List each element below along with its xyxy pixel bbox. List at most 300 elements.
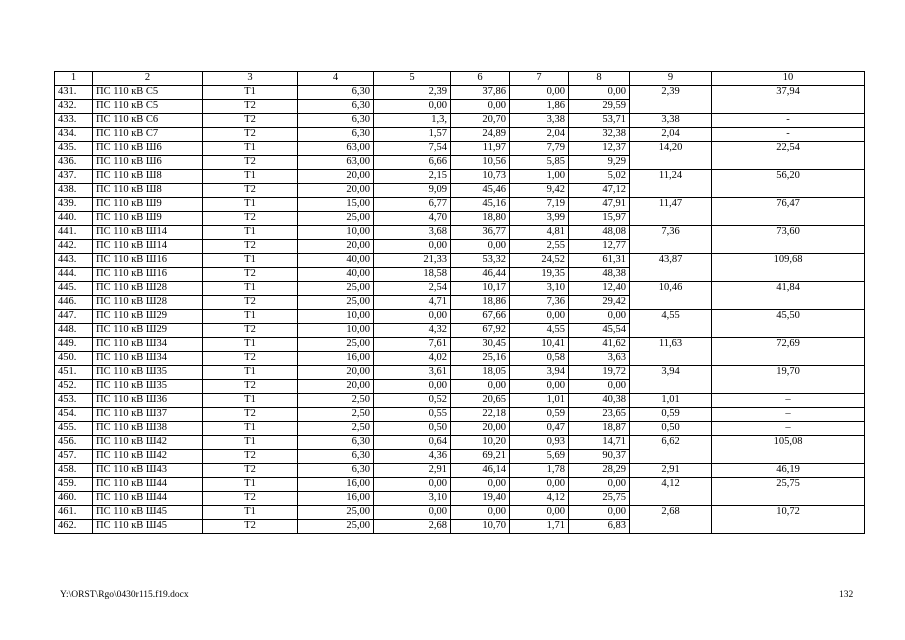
table-cell: 0,00 (569, 86, 630, 100)
table-cell: 10,73 (451, 170, 510, 184)
table-cell: 19,35 (510, 268, 569, 282)
table-cell: ПС 110 кВ Ш35 (93, 380, 203, 394)
table-cell: 20,00 (451, 422, 510, 436)
column-number-header: 6 (451, 72, 510, 86)
table-cell: 2,50 (298, 394, 374, 408)
table-row (55, 86, 865, 100)
group-percent-cell: – (712, 408, 865, 422)
column-number-header: 3 (203, 72, 298, 86)
table-cell: 36,77 (451, 226, 510, 240)
table-cell: Т2 (203, 100, 298, 114)
table-cell: 32,38 (569, 128, 630, 142)
table-cell: 4,02 (374, 352, 451, 366)
table-cell: 14,71 (569, 436, 630, 450)
table-cell: 25,00 (298, 212, 374, 226)
table-header-row (55, 72, 865, 86)
group-total-cell: 2,39 (630, 86, 712, 114)
table-cell: 4,70 (374, 212, 451, 226)
table-cell: 436. (55, 156, 93, 170)
table-cell: 18,87 (569, 422, 630, 436)
table-cell: Т1 (203, 506, 298, 520)
table-row (55, 254, 865, 268)
table-cell: Т1 (203, 254, 298, 268)
table-cell: 10,17 (451, 282, 510, 296)
table-cell: ПС 110 кВ Ш6 (93, 156, 203, 170)
table-cell: 29,42 (569, 296, 630, 310)
table-cell: 4,71 (374, 296, 451, 310)
table-cell: 0,00 (510, 310, 569, 324)
table-cell: 453. (55, 394, 93, 408)
table-cell: Т1 (203, 170, 298, 184)
table-cell: 444. (55, 268, 93, 282)
table-cell: 0,00 (451, 240, 510, 254)
table-cell: ПС 110 кВ С7 (93, 128, 203, 142)
table-row (55, 338, 865, 352)
table-row (55, 366, 865, 380)
table-cell: 9,29 (569, 156, 630, 170)
table-cell: 20,00 (298, 240, 374, 254)
table-cell: 10,70 (451, 520, 510, 534)
group-percent-cell: 25,75 (712, 478, 865, 506)
table-cell: 10,00 (298, 310, 374, 324)
table-cell: ПС 110 кВ Ш16 (93, 254, 203, 268)
table-cell: 460. (55, 492, 93, 506)
table-cell: ПС 110 кВ Ш36 (93, 394, 203, 408)
table-cell: 447. (55, 310, 93, 324)
table-cell: 437. (55, 170, 93, 184)
group-percent-cell: 76,47 (712, 198, 865, 226)
column-number-header: 1 (55, 72, 93, 86)
table-cell: Т2 (203, 184, 298, 198)
table-cell: 40,00 (298, 268, 374, 282)
table-cell: 1,57 (374, 128, 451, 142)
table-cell: ПС 110 кВ Ш8 (93, 170, 203, 184)
table-cell: 0,00 (451, 380, 510, 394)
table-cell: 22,18 (451, 408, 510, 422)
table-cell: 16,00 (298, 492, 374, 506)
table-cell: 0,64 (374, 436, 451, 450)
table-cell: 47,12 (569, 184, 630, 198)
table-cell: 10,41 (510, 338, 569, 352)
table-cell: 2,50 (298, 408, 374, 422)
table-cell: ПС 110 кВ С5 (93, 86, 203, 100)
group-percent-cell: 72,69 (712, 338, 865, 366)
table-cell: 0,00 (374, 380, 451, 394)
table-cell: 1,86 (510, 100, 569, 114)
table-cell: 1,78 (510, 464, 569, 478)
group-percent-cell: 45,50 (712, 310, 865, 338)
column-number-header: 4 (298, 72, 374, 86)
table-cell: 3,38 (510, 114, 569, 128)
table-cell: 446. (55, 296, 93, 310)
table-cell: ПС 110 кВ С5 (93, 100, 203, 114)
table-cell: ПС 110 кВ Ш42 (93, 436, 203, 450)
table-cell: Т1 (203, 86, 298, 100)
group-total-cell: 43,87 (630, 254, 712, 282)
group-total-cell: 11,24 (630, 170, 712, 198)
table-cell: 46,44 (451, 268, 510, 282)
table-cell: 7,54 (374, 142, 451, 156)
table-cell: 19,40 (451, 492, 510, 506)
table-cell: Т2 (203, 408, 298, 422)
table-cell: 4,12 (510, 492, 569, 506)
table-cell: 0,50 (374, 422, 451, 436)
table-cell: 438. (55, 184, 93, 198)
table-cell: 455. (55, 422, 93, 436)
table-row (55, 478, 865, 492)
table-cell: 20,00 (298, 170, 374, 184)
table-cell: 18,05 (451, 366, 510, 380)
table-cell: Т1 (203, 282, 298, 296)
table-cell: 6,30 (298, 128, 374, 142)
group-percent-cell: – (712, 394, 865, 408)
table-cell: 459. (55, 478, 93, 492)
table-cell: 6,30 (298, 436, 374, 450)
table-cell: 450. (55, 352, 93, 366)
table-cell: 41,62 (569, 338, 630, 352)
table-cell: 10,00 (298, 324, 374, 338)
table-cell: 20,65 (451, 394, 510, 408)
table-row (55, 282, 865, 296)
table-row (55, 142, 865, 156)
table-cell: 10,56 (451, 156, 510, 170)
table-cell: 6,66 (374, 156, 451, 170)
table-cell: 439. (55, 198, 93, 212)
table-cell: 45,16 (451, 198, 510, 212)
table-cell: Т1 (203, 310, 298, 324)
table-cell: 10,00 (298, 226, 374, 240)
table-cell: ПС 110 кВ Ш28 (93, 296, 203, 310)
table-cell: 433. (55, 114, 93, 128)
table-cell: Т2 (203, 520, 298, 534)
table-row (55, 394, 865, 408)
group-percent-cell: 37,94 (712, 86, 865, 114)
table-row (55, 436, 865, 450)
table-cell: 2,91 (374, 464, 451, 478)
column-number-header: 9 (630, 72, 712, 86)
table-cell: 25,16 (451, 352, 510, 366)
table-cell: ПС 110 кВ Ш42 (93, 450, 203, 464)
table-cell: 9,42 (510, 184, 569, 198)
table-cell: ПС 110 кВ Ш6 (93, 142, 203, 156)
table-cell: 30,45 (451, 338, 510, 352)
group-total-cell: 11,63 (630, 338, 712, 366)
table-cell: 6,30 (298, 464, 374, 478)
table-cell: ПС 110 кВ Ш45 (93, 520, 203, 534)
table-cell: 6,83 (569, 520, 630, 534)
table-cell: 458. (55, 464, 93, 478)
table-cell: Т2 (203, 240, 298, 254)
table-row (55, 506, 865, 520)
table-cell: ПС 110 кВ С6 (93, 114, 203, 128)
table-cell: 5,02 (569, 170, 630, 184)
table-cell: 434. (55, 128, 93, 142)
table-cell: Т2 (203, 268, 298, 282)
table-cell: 4,81 (510, 226, 569, 240)
table-cell: 3,68 (374, 226, 451, 240)
column-number-header: 2 (93, 72, 203, 86)
table-cell: 28,29 (569, 464, 630, 478)
table-cell: 0,00 (510, 380, 569, 394)
table-cell: 61,31 (569, 254, 630, 268)
table-cell: 1,01 (510, 394, 569, 408)
table-cell: 6,77 (374, 198, 451, 212)
table-cell: 19,72 (569, 366, 630, 380)
table-cell: 2,68 (374, 520, 451, 534)
table-cell: 7,36 (510, 296, 569, 310)
table-cell: 37,86 (451, 86, 510, 100)
table-cell: 461. (55, 506, 93, 520)
table-cell: 0,55 (374, 408, 451, 422)
table-cell: Т1 (203, 338, 298, 352)
group-total-cell: 0,59 (630, 408, 712, 422)
table-cell: 449. (55, 338, 93, 352)
table-cell: ПС 110 кВ Ш43 (93, 464, 203, 478)
table-cell: 5,69 (510, 450, 569, 464)
table-cell: 25,00 (298, 338, 374, 352)
table-cell: 20,70 (451, 114, 510, 128)
table-cell: ПС 110 кВ Ш35 (93, 366, 203, 380)
group-percent-cell: 46,19 (712, 464, 865, 478)
table-cell: 2,50 (298, 422, 374, 436)
table-cell: 0,00 (569, 478, 630, 492)
footer-page-number: 132 (839, 590, 854, 600)
table-cell: 20,00 (298, 380, 374, 394)
table-cell: 0,00 (510, 478, 569, 492)
group-total-cell: 0,50 (630, 422, 712, 436)
group-total-cell: 6,62 (630, 436, 712, 464)
table-cell: 45,54 (569, 324, 630, 338)
table-cell: 63,00 (298, 156, 374, 170)
table-cell: 0,00 (451, 478, 510, 492)
group-percent-cell: 73,60 (712, 226, 865, 254)
table-cell: ПС 110 кВ Ш34 (93, 352, 203, 366)
table-cell: ПС 110 кВ Ш45 (93, 506, 203, 520)
table-cell: 445. (55, 282, 93, 296)
substation-load-table (54, 71, 865, 534)
table-cell: Т1 (203, 198, 298, 212)
table-cell: 0,59 (510, 408, 569, 422)
table-cell: 0,00 (374, 100, 451, 114)
table-cell: 53,71 (569, 114, 630, 128)
table-cell: Т2 (203, 114, 298, 128)
table-cell: 454. (55, 408, 93, 422)
group-percent-cell: 41,84 (712, 282, 865, 310)
table-cell: ПС 110 кВ Ш14 (93, 226, 203, 240)
table-cell: 4,55 (510, 324, 569, 338)
table-cell: 0,00 (569, 506, 630, 520)
table-cell: 452. (55, 380, 93, 394)
group-total-cell: 10,46 (630, 282, 712, 310)
table-cell: 0,00 (569, 310, 630, 324)
table-cell: Т1 (203, 422, 298, 436)
table-cell: ПС 110 кВ Ш44 (93, 478, 203, 492)
group-total-cell: 2,04 (630, 128, 712, 142)
table-cell: 457. (55, 450, 93, 464)
column-number-header: 7 (510, 72, 569, 86)
table-cell: 20,00 (298, 184, 374, 198)
table-cell: 29,59 (569, 100, 630, 114)
table-cell: 0,47 (510, 422, 569, 436)
group-total-cell: 3,38 (630, 114, 712, 128)
group-total-cell: 14,20 (630, 142, 712, 170)
table-cell: 25,75 (569, 492, 630, 506)
table-cell: 443. (55, 254, 93, 268)
group-total-cell: 2,68 (630, 506, 712, 534)
table-cell: Т2 (203, 492, 298, 506)
group-percent-cell: 10,72 (712, 506, 865, 534)
table-cell: 15,00 (298, 198, 374, 212)
table-cell: Т2 (203, 464, 298, 478)
table-cell: 12,77 (569, 240, 630, 254)
group-total-cell: 4,55 (630, 310, 712, 338)
group-total-cell: 7,36 (630, 226, 712, 254)
table-cell: ПС 110 кВ Ш44 (93, 492, 203, 506)
table-cell: 16,00 (298, 478, 374, 492)
table-cell: 2,15 (374, 170, 451, 184)
table-cell: 25,00 (298, 282, 374, 296)
table-cell: 7,79 (510, 142, 569, 156)
table-row (55, 198, 865, 212)
table-cell: 20,00 (298, 366, 374, 380)
table-cell: 67,66 (451, 310, 510, 324)
table-cell: Т2 (203, 296, 298, 310)
table-row (55, 114, 865, 128)
table-cell: 1,00 (510, 170, 569, 184)
table-cell: 2,55 (510, 240, 569, 254)
table-row (55, 170, 865, 184)
table-cell: 10,20 (451, 436, 510, 450)
column-number-header: 8 (569, 72, 630, 86)
group-total-cell: 2,91 (630, 464, 712, 478)
group-percent-cell: 22,54 (712, 142, 865, 170)
table-cell: 16,00 (298, 352, 374, 366)
table-cell: ПС 110 кВ Ш14 (93, 240, 203, 254)
table-cell: 3,94 (510, 366, 569, 380)
table-cell: 2,04 (510, 128, 569, 142)
table-cell: 0,52 (374, 394, 451, 408)
table-cell: 53,32 (451, 254, 510, 268)
table-cell: 48,08 (569, 226, 630, 240)
table-cell: Т1 (203, 436, 298, 450)
table-row (55, 310, 865, 324)
table-cell: 3,99 (510, 212, 569, 226)
table-cell: ПС 110 кВ Ш37 (93, 408, 203, 422)
table-cell: 0,00 (451, 506, 510, 520)
table-cell: 6,30 (298, 114, 374, 128)
table-cell: 3,61 (374, 366, 451, 380)
table-cell: ПС 110 кВ Ш9 (93, 212, 203, 226)
table-cell: 0,00 (510, 86, 569, 100)
table-cell: 18,86 (451, 296, 510, 310)
table-cell: 21,33 (374, 254, 451, 268)
table-cell: 15,97 (569, 212, 630, 226)
table-cell: ПС 110 кВ Ш8 (93, 184, 203, 198)
table-row (55, 408, 865, 422)
table-cell: 25,00 (298, 520, 374, 534)
table-cell: 0,93 (510, 436, 569, 450)
group-percent-cell: - (712, 128, 865, 142)
group-total-cell: 11,47 (630, 198, 712, 226)
table-cell: Т2 (203, 212, 298, 226)
table-cell: 435. (55, 142, 93, 156)
table-cell: 46,14 (451, 464, 510, 478)
table-cell: 24,89 (451, 128, 510, 142)
table-row (55, 464, 865, 478)
column-number-header: 5 (374, 72, 451, 86)
table-cell: 442. (55, 240, 93, 254)
table-cell: 18,58 (374, 268, 451, 282)
group-percent-cell: 19,70 (712, 366, 865, 394)
table-cell: 440. (55, 212, 93, 226)
table-cell: 3,63 (569, 352, 630, 366)
group-percent-cell: 105,08 (712, 436, 865, 464)
table-cell: 67,92 (451, 324, 510, 338)
table-cell: 0,00 (510, 506, 569, 520)
table-cell: Т2 (203, 450, 298, 464)
table-cell: 69,21 (451, 450, 510, 464)
table-cell: 7,19 (510, 198, 569, 212)
table-cell: 90,37 (569, 450, 630, 464)
column-number-header: 10 (712, 72, 865, 86)
table-cell: Т1 (203, 142, 298, 156)
table-row (55, 422, 865, 436)
table-cell: 48,38 (569, 268, 630, 282)
table-cell: 12,37 (569, 142, 630, 156)
table-row (55, 128, 865, 142)
table-cell: Т2 (203, 156, 298, 170)
table-cell: 7,61 (374, 338, 451, 352)
table-cell: 6,30 (298, 100, 374, 114)
table-cell: 2,39 (374, 86, 451, 100)
table-cell: 1,71 (510, 520, 569, 534)
table-cell: ПС 110 кВ Ш34 (93, 338, 203, 352)
table-cell: 451. (55, 366, 93, 380)
table-cell: Т1 (203, 226, 298, 240)
table-cell: 5,85 (510, 156, 569, 170)
table-cell: Т2 (203, 128, 298, 142)
table-cell: ПС 110 кВ Ш29 (93, 324, 203, 338)
table-cell: Т1 (203, 478, 298, 492)
table-cell: Т2 (203, 324, 298, 338)
table-cell: 63,00 (298, 142, 374, 156)
table-cell: 0,58 (510, 352, 569, 366)
table-cell: 441. (55, 226, 93, 240)
table-cell: Т1 (203, 394, 298, 408)
group-percent-cell: - (712, 114, 865, 128)
footer-file-path: Y:\ORST\Rgo\0430r115.f19.docx (60, 590, 189, 600)
group-total-cell: 4,12 (630, 478, 712, 506)
table-cell: 18,80 (451, 212, 510, 226)
table-cell: 11,97 (451, 142, 510, 156)
table-cell: 448. (55, 324, 93, 338)
table-cell: 0,00 (451, 100, 510, 114)
table-cell: 2,54 (374, 282, 451, 296)
table-cell: 3,10 (374, 492, 451, 506)
table-cell: 25,00 (298, 296, 374, 310)
table-cell: 0,00 (374, 478, 451, 492)
table-cell: 24,52 (510, 254, 569, 268)
table-cell: ПС 110 кВ Ш28 (93, 282, 203, 296)
group-total-cell: 3,94 (630, 366, 712, 394)
table-cell: 0,00 (374, 240, 451, 254)
table-cell: 4,36 (374, 450, 451, 464)
table-cell: 0,00 (374, 310, 451, 324)
table-cell: 1,3, (374, 114, 451, 128)
table-cell: 0,00 (569, 380, 630, 394)
table-cell: Т1 (203, 366, 298, 380)
table-cell: ПС 110 кВ Ш16 (93, 268, 203, 282)
